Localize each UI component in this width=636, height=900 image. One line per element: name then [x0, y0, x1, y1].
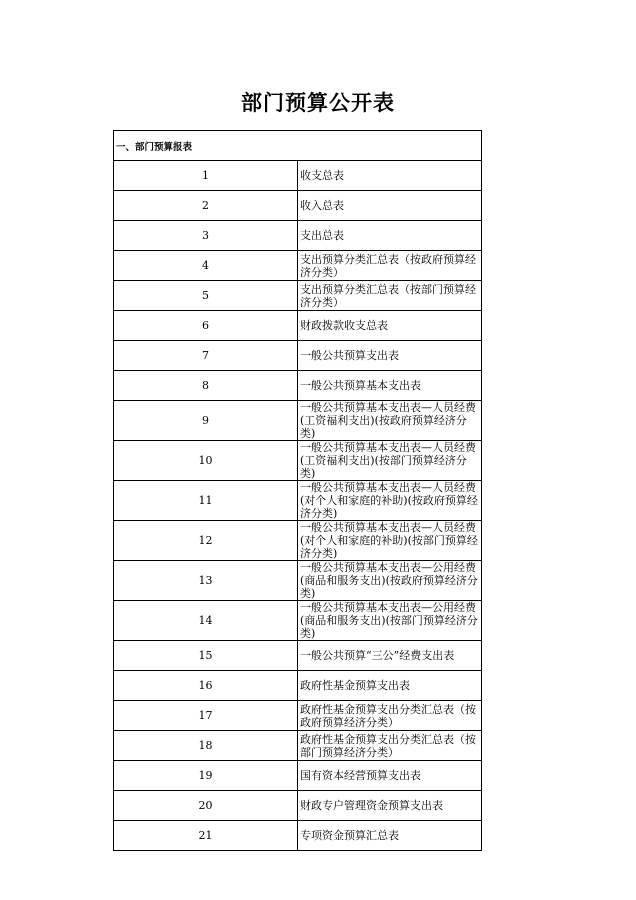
report-name: 支出预算分类汇总表（按部门预算经济分类） [298, 281, 482, 311]
report-name: 一般公共预算基本支出表—人员经费(工资福利支出)(按政府预算经济分类) [298, 401, 482, 441]
row-number: 21 [114, 821, 298, 851]
section-row [114, 131, 482, 161]
table-row [114, 371, 482, 401]
table-row [114, 481, 482, 521]
row-number: 18 [114, 731, 298, 761]
report-name: 支出预算分类汇总表（按政府预算经济分类） [298, 251, 482, 281]
row-number: 12 [114, 521, 298, 561]
table-row [114, 671, 482, 701]
row-number: 11 [114, 481, 298, 521]
report-name: 专项资金预算汇总表 [298, 821, 482, 851]
row-number: 6 [114, 311, 298, 341]
table-row [114, 601, 482, 641]
table-row [114, 221, 482, 251]
row-number: 10 [114, 441, 298, 481]
report-name: 一般公共预算“三公”经费支出表 [298, 641, 482, 671]
report-name: 收支总表 [298, 161, 482, 191]
page-title: 部门预算公开表 [241, 91, 395, 115]
row-number: 16 [114, 671, 298, 701]
table-row [114, 761, 482, 791]
table-row [114, 791, 482, 821]
table-row [114, 401, 482, 441]
report-name: 一般公共预算支出表 [298, 341, 482, 371]
report-name: 财政拨款收支总表 [298, 311, 482, 341]
report-name: 一般公共预算基本支出表 [298, 371, 482, 401]
report-name: 一般公共预算基本支出表—公用经费(商品和服务支出)(按部门预算经济分类) [298, 601, 482, 641]
row-number: 7 [114, 341, 298, 371]
table-row [114, 251, 482, 281]
table-row [114, 161, 482, 191]
table-row [114, 311, 482, 341]
row-number: 20 [114, 791, 298, 821]
report-name: 支出总表 [298, 221, 482, 251]
report-name: 一般公共预算基本支出表—公用经费(商品和服务支出)(按政府预算经济分类) [298, 561, 482, 601]
row-number: 14 [114, 601, 298, 641]
report-name: 财政专户管理资金预算支出表 [298, 791, 482, 821]
row-number: 19 [114, 761, 298, 791]
report-name: 政府性基金预算支出分类汇总表（按政府预算经济分类） [298, 701, 482, 731]
table-row [114, 521, 482, 561]
row-number: 9 [114, 401, 298, 441]
table-row [114, 441, 482, 481]
table-row [114, 641, 482, 671]
table-row [114, 281, 482, 311]
row-number: 3 [114, 221, 298, 251]
report-name: 收入总表 [298, 191, 482, 221]
row-number: 17 [114, 701, 298, 731]
report-name: 政府性基金预算支出表 [298, 671, 482, 701]
table-row [114, 191, 482, 221]
report-name: 一般公共预算基本支出表—人员经费(工资福利支出)(按部门预算经济分类) [298, 441, 482, 481]
table-row [114, 561, 482, 601]
report-index-table [113, 130, 482, 851]
report-name: 一般公共预算基本支出表—人员经费(对个人和家庭的补助)(按政府预算经济分类) [298, 481, 482, 521]
row-number: 15 [114, 641, 298, 671]
row-number: 5 [114, 281, 298, 311]
report-name: 一般公共预算基本支出表—人员经费(对个人和家庭的补助)(按部门预算经济分类) [298, 521, 482, 561]
report-name: 政府性基金预算支出分类汇总表（按部门预算经济分类） [298, 731, 482, 761]
row-number: 2 [114, 191, 298, 221]
row-number: 1 [114, 161, 298, 191]
table-row [114, 731, 482, 761]
row-number: 8 [114, 371, 298, 401]
row-number: 13 [114, 561, 298, 601]
row-number: 4 [114, 251, 298, 281]
table-row [114, 341, 482, 371]
table-row [114, 821, 482, 851]
table-row [114, 701, 482, 731]
section-header: 一、部门预算报表 [114, 131, 482, 161]
report-name: 国有资本经营预算支出表 [298, 761, 482, 791]
